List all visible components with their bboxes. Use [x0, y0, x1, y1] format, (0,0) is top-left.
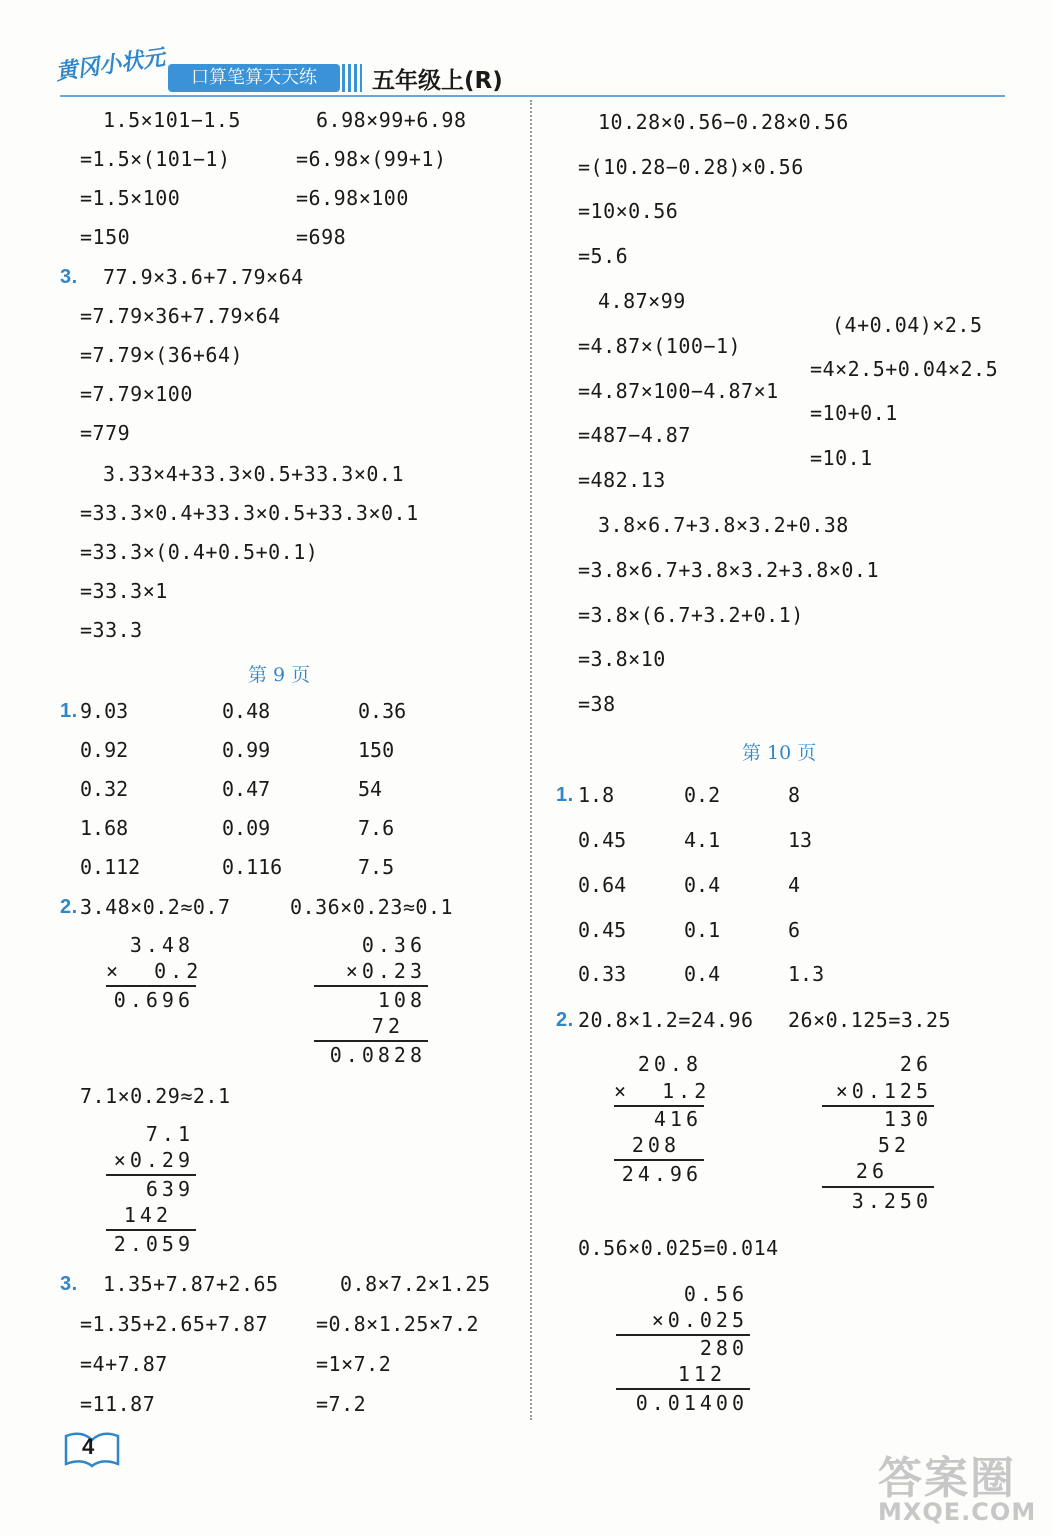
answer-cell: 7.5	[358, 855, 395, 879]
calc-line: =1×7.2	[316, 1352, 392, 1376]
vm-row: 24.96	[621, 1162, 702, 1186]
answer-cell: 0.48	[222, 699, 271, 723]
vm-row: 20.8	[637, 1052, 702, 1076]
calc-line: =10+0.1	[810, 401, 898, 425]
answer-cell: 0.1	[684, 918, 721, 942]
calc-line: =33.3×(0.4+0.5+0.1)	[80, 540, 319, 564]
vm-row: ×0.29	[113, 1148, 194, 1172]
vm-row: 72	[371, 1014, 404, 1038]
answer-cell: 0.33	[578, 962, 627, 986]
question-number: 3.	[60, 1273, 78, 1295]
answer-cell: 9.03	[80, 699, 129, 723]
calc-line: =7.79×100	[80, 382, 193, 406]
calc-line: 7.1×0.29≈2.1	[80, 1084, 231, 1108]
calc-line: 0.36×0.23≈0.1	[290, 895, 454, 919]
answer-cell: 13	[788, 828, 813, 852]
banner-stripes	[342, 64, 362, 92]
calc-line: 3.48×0.2≈0.7	[80, 895, 231, 919]
calc-line: =1.5×100	[80, 186, 181, 210]
calc-line: =7.79×(36+64)	[80, 343, 244, 367]
answer-cell: 0.116	[222, 855, 283, 879]
vm-row: 3.48	[129, 933, 194, 957]
question-number: 1.	[60, 700, 78, 722]
answer-cell: 0.32	[80, 777, 129, 801]
series-banner: 口算笔算天天练	[168, 64, 340, 92]
calc-line: =3.8×10	[578, 647, 666, 671]
vm-row: 208	[631, 1133, 680, 1157]
vm-row: 26	[899, 1052, 932, 1076]
calc-line: 0.56×0.025=0.014	[578, 1236, 779, 1260]
calc-line: =7.79×36+7.79×64	[80, 304, 281, 328]
calc-line: =11.87	[80, 1392, 156, 1416]
page-number-badge	[62, 1430, 122, 1470]
answer-cell: 8	[788, 783, 801, 807]
calc-line: =33.3	[80, 618, 143, 642]
calc-line: =10.1	[810, 446, 873, 470]
calc-line: 3.8×6.7+3.8×3.2+0.38	[598, 513, 849, 537]
question-number: 3.	[60, 266, 78, 288]
calc-line: =33.3×1	[80, 579, 168, 603]
calc-line: =4×2.5+0.04×2.5	[810, 357, 999, 381]
watermark-title: 答案圈	[878, 1453, 1016, 1504]
vm-row: 7.1	[145, 1122, 194, 1146]
vm-rule	[106, 985, 196, 987]
answer-cell: 6	[788, 918, 801, 942]
answer-cell: 0.4	[684, 873, 721, 897]
calc-line: =4.87×(100−1)	[578, 334, 742, 358]
vm-row: 0.36	[361, 933, 426, 957]
answer-cell: 1.3	[788, 962, 825, 986]
calc-line: =4+7.87	[80, 1352, 168, 1376]
vm-row: 26	[855, 1159, 888, 1183]
calc-line: =779	[80, 421, 131, 445]
vm-rule	[106, 1174, 196, 1176]
calc-line: =1.35+2.65+7.87	[80, 1312, 269, 1336]
answer-cell: 0.112	[80, 855, 141, 879]
answer-cell: 0.2	[684, 783, 721, 807]
calc-line: =(10.28−0.28)×0.56	[578, 155, 804, 179]
answer-cell: 150	[358, 738, 395, 762]
watermark	[868, 1440, 1048, 1530]
calc-line: =0.8×1.25×7.2	[316, 1312, 480, 1336]
answer-cell: 4	[788, 873, 801, 897]
vm-row: 416	[653, 1107, 702, 1131]
answer-cell: 0.64	[578, 873, 627, 897]
calc-line: 10.28×0.56−0.28×0.56	[598, 110, 849, 134]
answer-cell: 0.45	[578, 828, 627, 852]
vm-rule	[822, 1186, 934, 1188]
calc-line: 20.8×1.2=24.96	[578, 1008, 754, 1032]
header-divider	[60, 95, 1005, 97]
answer-cell: 0.99	[222, 738, 271, 762]
vm-row: ×0.125	[835, 1079, 932, 1103]
page-number: 4	[82, 1434, 95, 1459]
vm-rule	[616, 1388, 750, 1390]
calc-line: =3.8×6.7+3.8×3.2+3.8×0.1	[578, 558, 879, 582]
watermark-url: MXQE.COM	[878, 1498, 1037, 1526]
vm-row: ×0.23	[345, 959, 426, 983]
vm-row: 108	[377, 988, 426, 1012]
calc-line: =38	[578, 692, 616, 716]
calc-line: =482.13	[578, 468, 666, 492]
answer-cell: 0.92	[80, 738, 129, 762]
answer-cell: 54	[358, 777, 383, 801]
calc-line: =10×0.56	[578, 199, 679, 223]
question-number: 2.	[60, 896, 78, 918]
vm-rule	[314, 985, 428, 987]
vm-row: 142	[123, 1203, 172, 1227]
vm-row: × 0.2	[106, 959, 203, 983]
answer-cell: 1.68	[80, 816, 129, 840]
vm-row: 0.696	[113, 988, 194, 1012]
calc-line: =4.87×100−4.87×1	[578, 379, 779, 403]
calc-line: 1.5×101−1.5	[103, 108, 241, 132]
answer-cell: 7.6	[358, 816, 395, 840]
vm-row: 52	[877, 1133, 910, 1157]
section-title: 第 9 页	[248, 664, 311, 686]
calc-line: =1.5×(101−1)	[80, 147, 231, 171]
answer-cell: 0.47	[222, 777, 271, 801]
vm-row: 639	[145, 1177, 194, 1201]
answer-cell: 4.1	[684, 828, 721, 852]
question-number: 1.	[556, 784, 574, 806]
answer-cell: 0.4	[684, 962, 721, 986]
calc-line: =6.98×100	[296, 186, 409, 210]
answer-cell: 1.8	[578, 783, 615, 807]
calc-line: =487−4.87	[578, 423, 691, 447]
calc-line: 1.35+7.87+2.65	[103, 1272, 279, 1296]
calc-line: 77.9×3.6+7.79×64	[103, 265, 304, 289]
calc-line: =33.3×0.4+33.3×0.5+33.3×0.1	[80, 501, 419, 525]
calc-line: =6.98×(99+1)	[296, 147, 447, 171]
column-divider	[530, 100, 532, 1420]
vm-row: ×0.025	[651, 1308, 748, 1332]
calc-line: 0.8×7.2×1.25	[340, 1272, 491, 1296]
vm-rule	[614, 1159, 704, 1161]
grade-title: 五年级上(R)	[372, 68, 503, 94]
vm-row: 130	[883, 1107, 932, 1131]
answer-cell: 0.09	[222, 816, 271, 840]
vm-row: × 1.2	[614, 1079, 711, 1103]
answer-cell: 0.45	[578, 918, 627, 942]
calc-line: =3.8×(6.7+3.2+0.1)	[578, 603, 804, 627]
calc-line: =698	[296, 225, 347, 249]
vm-rule	[106, 1229, 196, 1231]
vm-row: 280	[699, 1336, 748, 1360]
calc-line: 3.33×4+33.3×0.5+33.3×0.1	[103, 462, 404, 486]
vm-rule	[314, 1040, 428, 1042]
vm-row: 2.059	[113, 1232, 194, 1256]
calc-line: =5.6	[578, 244, 629, 268]
calc-line: (4+0.04)×2.5	[832, 313, 983, 337]
brand-logo: 黄冈小状元	[53, 44, 167, 86]
vm-row: 112	[677, 1362, 726, 1386]
question-number: 2.	[556, 1009, 574, 1031]
calc-line: =7.2	[316, 1392, 367, 1416]
answer-cell: 0.36	[358, 699, 407, 723]
calc-line: 26×0.125=3.25	[788, 1008, 952, 1032]
calc-line: =150	[80, 225, 131, 249]
vm-row: 0.0828	[329, 1043, 426, 1067]
section-title: 第 10 页	[742, 742, 817, 764]
calc-line: 6.98×99+6.98	[316, 108, 467, 132]
vm-row: 3.250	[851, 1189, 932, 1213]
calc-line: 4.87×99	[598, 289, 686, 313]
vm-row: 0.56	[683, 1282, 748, 1306]
vm-row: 0.01400	[635, 1391, 748, 1415]
